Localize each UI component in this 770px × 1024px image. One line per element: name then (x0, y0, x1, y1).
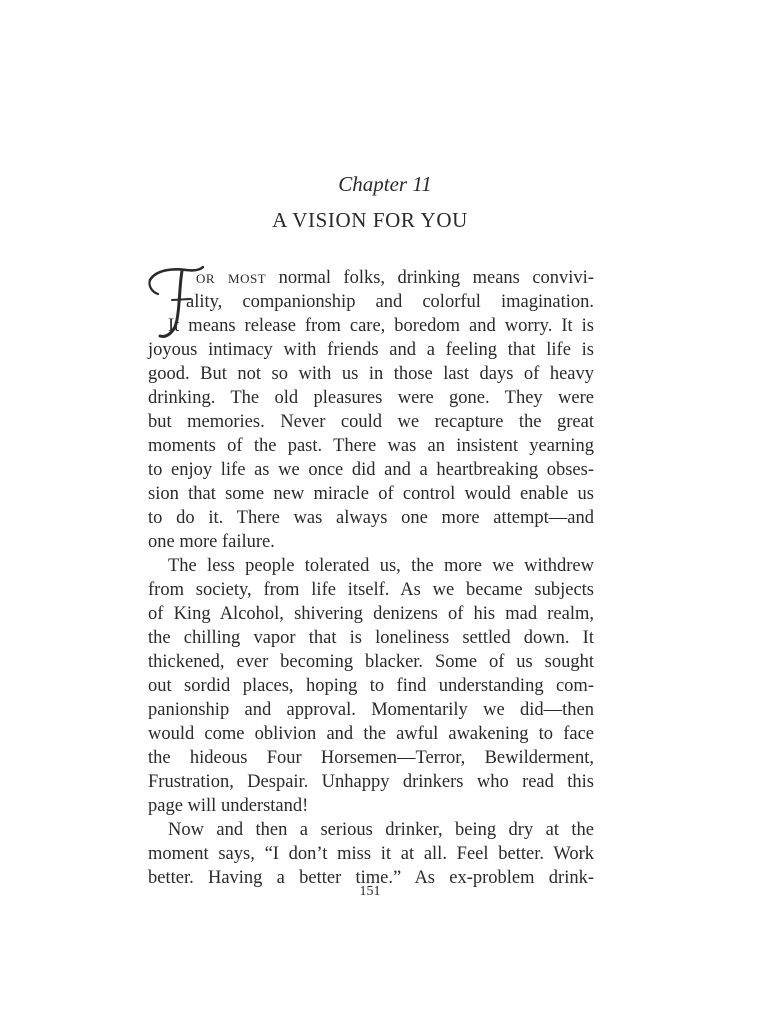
text-line-12: one more failure. (148, 532, 275, 552)
text-line-5: good. But not so with us in those last days of heavy (148, 364, 594, 384)
text-line-2: ality, companionship and colorful imagination. (186, 292, 594, 312)
text-line-21: the hideous Four Horsemen—Terror, Bewilderment, (148, 748, 594, 768)
text-line-3: It means release from care, boredom and worry. It is (168, 316, 594, 336)
text-line-16: the chilling vapor that is loneliness settled down. It (148, 628, 594, 648)
chapter-label: Chapter 11 (338, 172, 432, 196)
text-line-4: joyous intimacy with friends and a feeling that life is (148, 340, 594, 360)
lead-in-small-caps: or most (196, 268, 267, 288)
text-line-18: out sordid places, hoping to find understanding com- (148, 676, 594, 696)
text-line-26: better. Having a better time.” As ex-problem drink- (148, 868, 594, 888)
text-line-25: moment says, “I don’t miss it at all. Feel better. Work (148, 844, 594, 864)
chapter-title: A VISION FOR YOU (272, 208, 468, 232)
text-line-9: to enjoy life as we once did and a heartbreaking obses- (148, 460, 594, 480)
text-line-19: panionship and approval. Momentarily we did—then (148, 700, 594, 720)
text-line-23: page will understand! (148, 796, 309, 816)
text-line-7: but memories. Never could we recapture the great (148, 412, 594, 432)
text-line-22: Frustration, Despair. Unhappy drinkers who read this (148, 772, 594, 792)
text-line-8: moments of the past. There was an insistent yearning (148, 436, 594, 456)
page-number: 151 (359, 884, 381, 899)
text-line-13: The less people tolerated us, the more we withdrew (168, 556, 594, 576)
text-line-11: to do it. There was always one more attempt—and (148, 508, 594, 528)
text-line-1 (196, 266, 594, 290)
text-line-14: from society, from life itself. As we became subjects (148, 580, 594, 600)
text-line-15: of King Alcohol, shivering denizens of his mad realm, (148, 604, 594, 624)
text-line-1-rest: normal folks, drinking means convivi- (266, 268, 594, 288)
text-line-20: would come oblivion and the awful awakening to face (148, 724, 594, 744)
text-line-17: thickened, ever becoming blacker. Some of us sought (148, 652, 594, 672)
text-line-24: Now and then a serious drinker, being dry at the (168, 820, 594, 840)
text-line-6: drinking. The old pleasures were gone. They were (148, 388, 594, 408)
text-line-10: sion that some new miracle of control would enable us (148, 484, 594, 504)
